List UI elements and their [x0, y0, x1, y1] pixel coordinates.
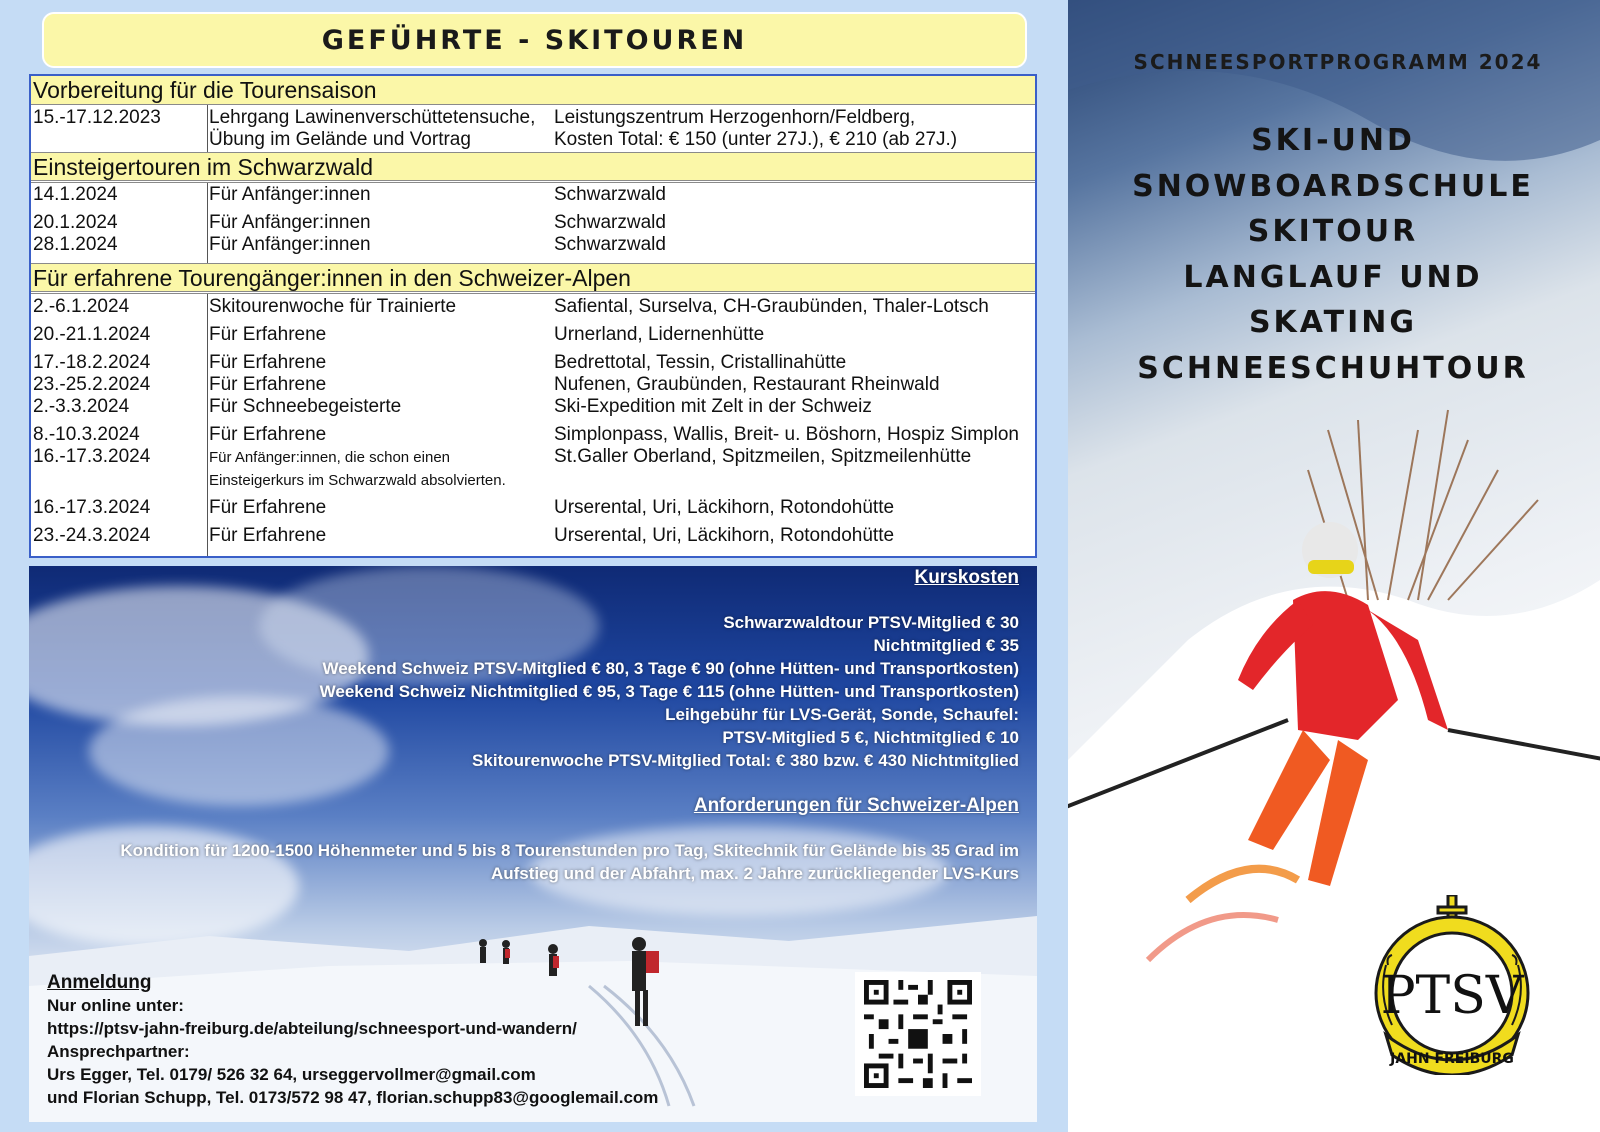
row-date: 23.-25.2.2024: [33, 374, 151, 395]
row-target-group: Für Schneebegeisterte: [209, 396, 402, 417]
row-target-group: Für Erfahrene: [209, 525, 327, 546]
discipline-item: SKITOUR: [1247, 214, 1419, 249]
row-target-group: Für Erfahrene: [209, 324, 327, 345]
row-target-group: Für Erfahrene: [209, 352, 327, 373]
row-date: 14.1.2024: [33, 184, 118, 205]
row-date: 8.-10.3.2024: [33, 424, 140, 445]
discipline-item: SNOWBOARDSCHULE: [1132, 168, 1534, 204]
logo-letters: PTSV: [1380, 966, 1524, 1026]
cost-line: Schwarzwaldtour PTSV-Mitglied € 30: [723, 613, 1019, 632]
discipline-item: LANGLAUF UND: [1183, 259, 1483, 295]
cost-line: Nichtmitglied € 35: [873, 636, 1019, 655]
row-date: 16.-17.3.2024: [33, 497, 151, 518]
page-title: GEFÜHRTE - SKITOUREN: [42, 12, 1027, 68]
row-date: 20.1.2024: [33, 212, 118, 233]
program-title: SCHNEESPORTPROGRAMM 2024: [1133, 50, 1543, 74]
row-location: Leistungszentrum Herzogenhorn/Feldberg,: [554, 107, 916, 128]
row-target-group: Skitourenwoche für Trainierte: [209, 296, 457, 317]
row-target-group: Für Erfahrene: [209, 424, 327, 445]
registration-heading: Anmeldung: [47, 972, 152, 993]
course-info-panel: [29, 566, 1037, 1122]
registration-block: [47, 971, 658, 1109]
column-divider: [207, 293, 208, 556]
registration-line: Ansprechpartner:: [47, 1042, 190, 1061]
disciplines-list: [1088, 118, 1578, 391]
row-target-group: Lehrgang Lawinenverschüttetensuche,: [209, 107, 536, 128]
row-location: St.Galler Oberland, Spitzmeilen, Spitzmeilenhütte: [554, 446, 972, 467]
row-location: Simplonpass, Wallis, Breit- u. Böshorn, Hospiz Simplon: [554, 424, 1019, 445]
row-date: 16.-17.3.2024: [33, 446, 151, 467]
qr-code-icon: [863, 980, 973, 1088]
cost-line: Weekend Schweiz Nichtmitglied € 95, 3 Tage € 115 (ohne Hütten- und Transportkosten): [319, 682, 1019, 701]
section-heading-beginners: Einsteigertouren im Schwarzwald: [31, 152, 1035, 181]
row-date: 15.-17.12.2023: [33, 107, 161, 128]
registration-link[interactable]: https://ptsv-jahn-freiburg.de/abteilung/schneesport-und-wandern/: [47, 1019, 577, 1038]
row-location: Urserental, Uri, Läckihorn, Rotondohütte: [554, 497, 895, 518]
cost-line: Weekend Schweiz PTSV-Mitglied € 80, 3 Tage € 90 (ohne Hütten- und Transportkosten): [322, 659, 1019, 678]
right-panel-cover: [1068, 0, 1600, 1132]
row-divider: [31, 182, 1035, 183]
tour-schedule-table: [29, 74, 1037, 558]
row-location: Kosten Total: € 150 (unter 27J.), € 210 (ab 27J.): [554, 129, 958, 150]
row-target-group: Für Erfahrene: [209, 497, 327, 518]
row-target-group: Für Anfänger:innen: [209, 234, 371, 255]
row-date: 20.-21.1.2024: [33, 324, 151, 345]
requirements-heading: Anforderungen für Schweizer-Alpen: [693, 795, 1019, 816]
row-location: Urnerland, Lidernenhütte: [554, 324, 765, 345]
registration-line: Nur online unter:: [47, 996, 184, 1015]
discipline-item: SKI-UND: [1251, 123, 1415, 158]
row-date: 28.1.2024: [33, 234, 118, 255]
row-location: Ski-Expedition mit Zelt in der Schweiz: [554, 396, 872, 417]
requirement-line: Aufstieg und der Abfahrt, max. 2 Jahre zurückliegender LVS-Kurs: [490, 864, 1019, 883]
row-location: Urserental, Uri, Läckihorn, Rotondohütte: [554, 525, 895, 546]
row-date: 2.-3.3.2024: [33, 396, 130, 417]
row-location: Bedrettotal, Tessin, Cristallinahütte: [554, 352, 847, 373]
logo-ring-text: JAHN FREIBURG: [1390, 1051, 1514, 1067]
cost-line: Skitourenwoche PTSV-Mitglied Total: € 380 bzw. € 430 Nichtmitglied: [472, 751, 1019, 770]
column-divider: [207, 105, 208, 152]
cost-line: Leihgebühr für LVS-Gerät, Sonde, Schaufel:: [665, 705, 1019, 724]
club-logo: [1366, 895, 1538, 1075]
row-location: Schwarzwald: [554, 234, 666, 255]
row-date: 23.-24.3.2024: [33, 525, 151, 546]
row-date: 2.-6.1.2024: [33, 296, 130, 317]
row-target-group: Für Anfänger:innen: [209, 212, 371, 233]
row-location: Safiental, Surselva, CH-Graubünden, Thaler-Lotsch: [554, 296, 989, 317]
row-location: Schwarzwald: [554, 212, 666, 233]
row-date: 17.-18.2.2024: [33, 352, 151, 373]
discipline-item: SKATING: [1248, 305, 1418, 340]
row-divider: [31, 293, 1035, 294]
costs-block: [120, 566, 1019, 885]
requirement-line: Kondition für 1200-1500 Höhenmeter und 5 bis 8 Tourenstunden pro Tag, Skitechnik für Gelände bis 35 Grad im: [120, 841, 1019, 860]
row-location: Nufenen, Graubünden, Restaurant Rheinwald: [554, 374, 940, 395]
row-target-group: Für Anfänger:innen, die schon einen: [209, 449, 451, 466]
contact-line: und Florian Schupp, Tel. 0173/572 98 47, florian.schupp83@googlemail.com: [47, 1088, 659, 1107]
row-target-group: Einsteigerkurs im Schwarzwald absolvierten.: [209, 472, 506, 489]
section-heading-experienced: Für erfahrene Tourengänger:innen in den Schweizer-Alpen: [31, 263, 1035, 292]
row-target-group: Für Erfahrene: [209, 374, 327, 395]
qr-code[interactable]: [855, 972, 981, 1096]
cost-line: PTSV-Mitglied 5 €, Nichtmitglied € 10: [722, 728, 1019, 747]
column-divider: [207, 182, 208, 263]
discipline-item: SCHNEESCHUHTOUR: [1137, 350, 1529, 386]
row-location: Schwarzwald: [554, 184, 666, 205]
section-heading-preparation: Vorbereitung für die Tourensaison: [31, 76, 1035, 105]
row-target-group: Übung im Gelände und Vortrag: [209, 129, 471, 150]
costs-heading: Kurskosten: [914, 567, 1019, 588]
row-target-group: Für Anfänger:innen: [209, 184, 371, 205]
contact-line: Urs Egger, Tel. 0179/ 526 32 64, urseggervollmer@gmail.com: [47, 1065, 536, 1084]
